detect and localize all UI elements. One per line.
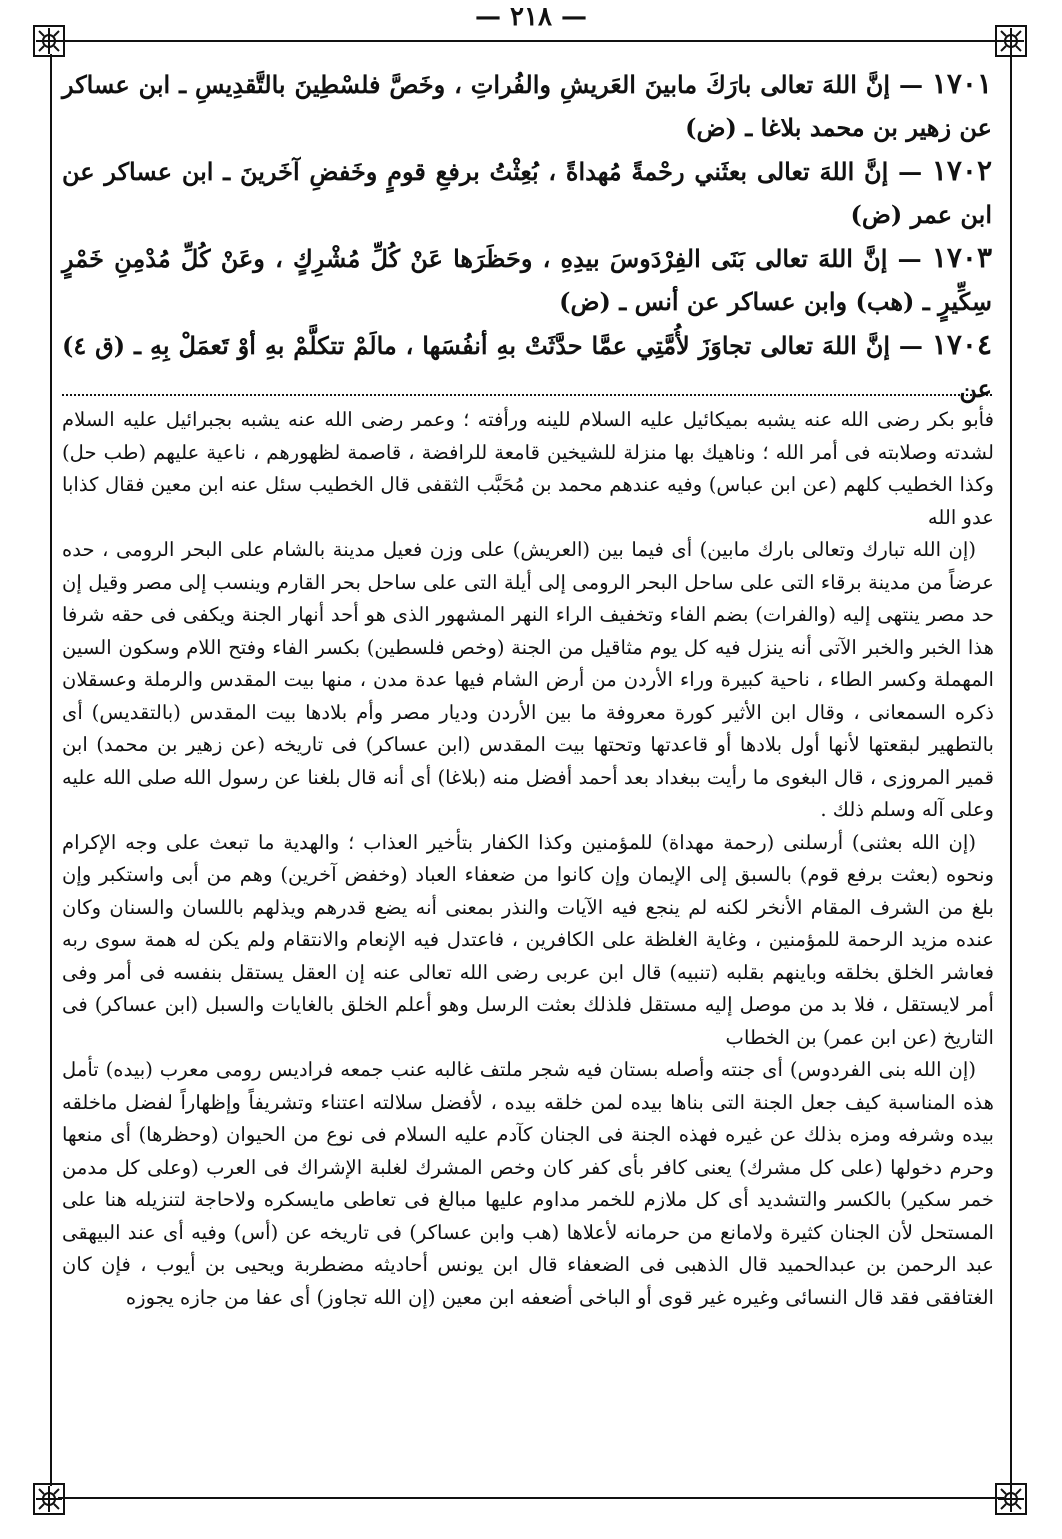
hadith-entry: ١٧٠٢ — إنَّ اللهَ تعالى بعثَني رحْمةً مُهداةً ، بُعِثْتُ برفعِ قومٍ وخَفضِ آخَرينَ ـ ابن عساكر عن ابن عمر (ض) — [62, 154, 992, 229]
hadith-text: إنَّ اللهَ تعالى بعثَني رحْمةً مُهداةً ، بُعِثْتُ برفعِ قومٍ وخَفضِ آخَرينَ ـ ابن عساكر عن ابن عمر (ض) — [62, 157, 992, 229]
commentary-paragraph: (إن الله بنى الفردوس) أى جنته وأصله بستان فيه شجر ملتف غالبه عنب جمعه فراديس رومى معرب (بيده) تأمل هذه المناسبة كيف جعل الجنة التى بناها بيده لمن خلقه بيده ، لأفضل سلالته اعتناء وتشريفاً وإظهاراً لفضل ماخلقه بيده وشرفه ومزه بذلك عن غيره فهذه الجنة فى الجنان كآدم عليه السلام فى نوع من الحيوان (وحظرها) أى منعها وحرم دخولها (على كل مشرك) يعنى كافر بأى كفر كان وخص المشرك لغلبة الإشراك فى العرب (وعلى كل مدمن خمر سكير) بالكسر والتشديد أى كل ملازم للخمر مداوم عليها مبالغ فى تعاطى مايسكره ولاحاجة لتنزيله هنا على المستحل لأن الجنان كثيرة ولامانع من حرمانه لأعلاها (هب وابن عساكر) فى تاريخه عن (أس) وفيه أى عند البيهقى عبد الرحمن بن عبدالحميد قال الذهبى فى الضعفاء قال ابن يونس أحاديثه مضطربة ويحيى بن أيوب ، فإن كان الغتافقى فقد قال النسائى وغيره غير قوى أو الباخى أضعفه ابن معين (إن الله تجاوز) أى عفا من جازه يجوزه — [62, 1058, 994, 1309]
hadith-entry: ١٧٠٣ — إنَّ اللهَ تعالى بَنَى الفِرْدَوسَ بيدِهِ ، وحَظَرَها عَنْ كُلِّ مُشْرِكٍ ، وعَنْ كُلِّ مُدْمِنِ خَمْرٍ سِكِّيرٍ ـ (هب) وابن عساكر عن أنس ـ (ض) — [62, 241, 992, 316]
hadith-text: إنَّ اللهَ تعالى بَنَى الفِرْدَوسَ بيدِهِ ، وحَظَرَها عَنْ كُلِّ مُشْرِكٍ ، وعَنْ كُلِّ مُدْمِنِ خَمْرٍ سِكِّيرٍ ـ (هب) وابن عساكر عن أنس ـ (ض) — [62, 244, 992, 316]
hadith-number: ١٧٠٣ — [931, 241, 992, 274]
hadith-text: إنَّ اللهَ تعالى بارَكَ مابينَ العَريشِ والفُراتِ ، وخَصَّ فلسْطِينَ بالتَّقدِيسِ ـ ابن عساكر عن زهير بن محمد بلاغا ـ (ض) — [62, 70, 992, 142]
frame-right-rule — [1010, 54, 1012, 1486]
frame-bottom-rule — [58, 1497, 1004, 1499]
hadith-entry: ١٧٠١ — إنَّ اللهَ تعالى بارَكَ مابينَ العَريشِ والفُراتِ ، وخَصَّ فلسْطِينَ بالتَّقدِيسِ ـ ابن عساكر عن زهير بن محمد بلاغا ـ (ض) — [62, 67, 992, 142]
corner-ornament-icon — [994, 24, 1028, 58]
frame-top-rule — [58, 40, 1004, 42]
page-number: — ٢١٨ — — [474, 2, 588, 32]
hadith-text-section — [62, 62, 992, 410]
hadith-entry: ١٧٠٤ — إنَّ اللهَ تعالى تجاوَزَ لأُمَّتِي عمَّا حدَّثَتْ بهِ أنفُسَها ، مالَمْ تتكلَّمْ بهِ أوْ تَعمَلْ بِهِ ـ (ق ٤) عن — [62, 328, 992, 403]
hadith-number: ١٧٠٢ — [931, 154, 992, 187]
corner-ornament-icon — [32, 1482, 66, 1516]
hadith-number: ١٧٠٤ — [931, 328, 992, 361]
corner-ornament-icon — [994, 1482, 1028, 1516]
section-divider — [62, 394, 992, 396]
corner-ornament-icon — [32, 24, 66, 58]
commentary-paragraph: (إن الله تبارك وتعالى بارك مابين) أى فيما بين (العريش) على وزن فعيل مدينة بالشام على البحر الرومى ، حده عرضاً من مدينة برقاء التى على ساحل البحر الرومى إلى أيلة التى على ساحل بحر القارم وينسب إلى مصر وقيل إن حد مصر ينتهى إليه (والفرات) بضم الفاء وتخفيف الراء النهر المشهور الذى هو أحد أنهار الجنة ويكفى فى حقه شرفا هذا الخبر والخبر الآتى أنه ينزل فيه كل يوم مثاقيل من الجنة (وخص فلسطين) بكسر الفاء وفتح اللام وسكون السين المهملة وكسر الطاء ، ناحية كبيرة وراء الأردن من أرض الشام فيها عدة مدن ، منها بيت المقدس والرملة وعسقلان ذكره السمعانى ، وقال ابن الأثير كورة معروفة ما بين الأردن وديار مصر وأم بلادها بيت المقدس (بالتقديس) أى بالتطهير لبقعتها لأنها أول بلادها أو قاعدتها وتحتها بيت المقدس (ابن عساكر) فى تاريخه (عن زهير بن محمد) ابن قمير المروزى ، قال البغوى ما رأيت ببغداد بعد أحمد أفضل منه (بلاغا) أى أنه قال بلغنا عن رسول الله صلى الله عليه وعلى آله وسلم ذلك . — [62, 538, 994, 821]
hadith-text: إنَّ اللهَ تعالى تجاوَزَ لأُمَّتِي عمَّا حدَّثَتْ بهِ أنفُسَها ، مالَمْ تتكلَّمْ بهِ أوْ تَعمَلْ بِهِ ـ (ق ٤) عن — [62, 331, 992, 403]
frame-left-rule — [50, 54, 52, 1486]
commentary-paragraph: (إن الله بعثنى) أرسلنى (رحمة مهداة) للمؤمنين وكذا الكفار بتأخير العذاب ؛ والهدية ما تبعث على وجه الإكرام ونحوه (بعثت برفع قوم) بالسبق إلى الإيمان وإن كانوا من ضعفاء العباد (وخفض آخرين) وهم من أبى واستكبر وإن بلغ من الشرف المقام الأنخر لكنه لم ينجع فيه الآيات والنذر بمعنى أنه يضع قدرهم ويذلهم باللسان والسنان وكان عنده مزيد الرحمة للمؤمنين ، وغاية الغلظة على الكافرين ، فاعتدل فيه الإنعام والانتقام ولم يكن له همة سوى ربه فعاشر الخلق بخلقه وباينهم بقلبه (تنبيه) قال ابن عربى رضى الله تعالى عنه إن العقل يستقل بنفسه فى أمر وفى أمر لايستقل ، فلا بد من موصل إليه مستقل فلذلك بعثت الرسل وهو أعلم الخلق بالغايات والسبل (ابن عساكر) فى التاريخ (عن ابن عمر) بن الخطاب — [62, 830, 994, 1049]
hadith-number: ١٧٠١ — [931, 67, 992, 100]
commentary-paragraph: فأبو بكر رضى الله عنه يشبه بميكائيل عليه السلام للينه ورأفته ؛ وعمر رضى الله عنه يشبه بجبرائيل عليه السلام لشدته وصلابته فى أمر الله ؛ وناهيك بها منزلة للشيخين قامعة للرافضة ، قاصمة لظهورهم ، ناعية عليهم (طب حل) وكذا الخطيب كلهم (عن ابن عباس) وفيه عندهم محمد بن مُحَبَّب الثقفى قال الخطيب سئل عنه ابن معين فقال كذابا عدو الله — [62, 408, 994, 529]
commentary-section — [62, 404, 994, 1494]
